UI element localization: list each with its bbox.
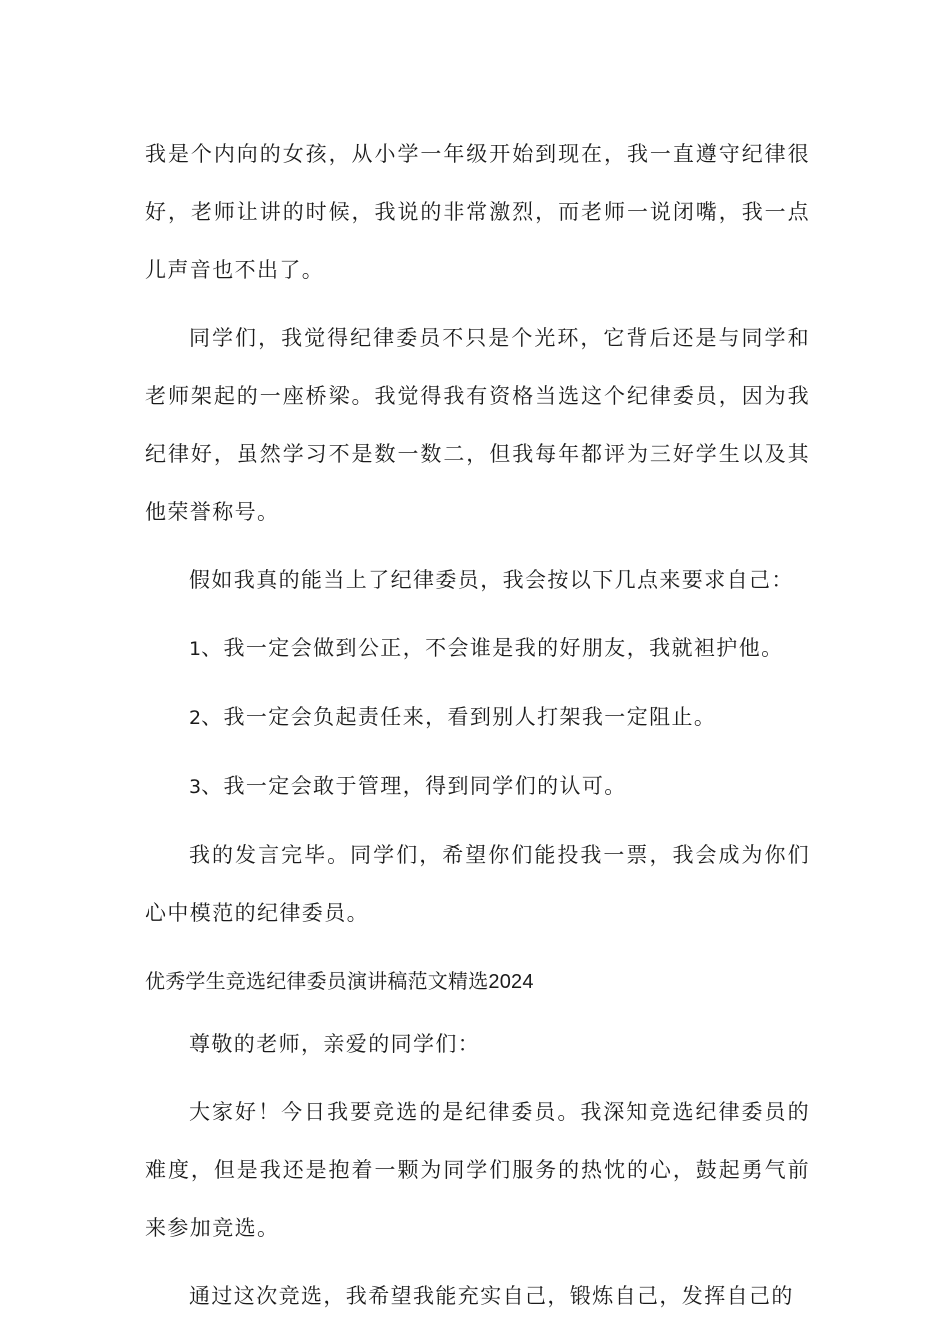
list-item-2 <box>145 688 810 747</box>
list-number: 2 <box>189 707 202 729</box>
paragraph-greeting: 大家好！今日我要竞选的是纪律委员。我深知竞选纪律委员的难度，但是我还是抱着一颗为同学们服务的热忱的心，鼓起勇气前来参加竞选。 <box>145 1100 810 1240</box>
list-number: 1 <box>189 638 202 660</box>
paragraph-hope: 通过这次竞选，我希望我能充实自己，锻炼自己，发挥自己的 <box>189 1284 794 1308</box>
paragraph-closing: 我的发言完毕。同学们，希望你们能投我一票，我会成为你们心中模范的纪律委员。 <box>145 843 810 925</box>
heading-text: 优秀学生竞选纪律委员演讲稿范文精选 <box>145 969 489 993</box>
list-text: 、我一定会做到公正，不会谁是我的好朋友，我就袒护他。 <box>201 636 784 660</box>
list-number: 3 <box>189 776 202 798</box>
list-item-3 <box>145 757 810 816</box>
paragraph-requirements-intro: 假如我真的能当上了纪律委员，我会按以下几点来要求自己： <box>189 568 794 592</box>
paragraph-intro: 我是个内向的女孩，从小学一年级开始到现在，我一直遵守纪律很好，老师让讲的时候，我说的非常激烈，而老师一说闭嘴，我一点儿声音也不出了。 <box>145 142 810 282</box>
paragraph-bridge: 同学们，我觉得纪律委员不只是个光环，它背后还是与同学和老师架起的一座桥梁。我觉得我有资格当选这个纪律委员，因为我纪律好，虽然学习不是数一数二，但我每年都评为三好学生以及其他荣誉称号。 <box>145 326 810 524</box>
document-body <box>145 125 810 1335</box>
list-text: 、我一定会负起责任来，看到别人打架我一定阻止。 <box>201 705 717 729</box>
list-item-1 <box>145 619 810 678</box>
paragraph-salutation: 尊敬的老师，亲爱的同学们： <box>189 1032 481 1056</box>
section-heading <box>145 952 810 1011</box>
list-text: 、我一定会敢于管理，得到同学们的认可。 <box>201 774 627 798</box>
heading-year: 2024 <box>488 971 534 993</box>
